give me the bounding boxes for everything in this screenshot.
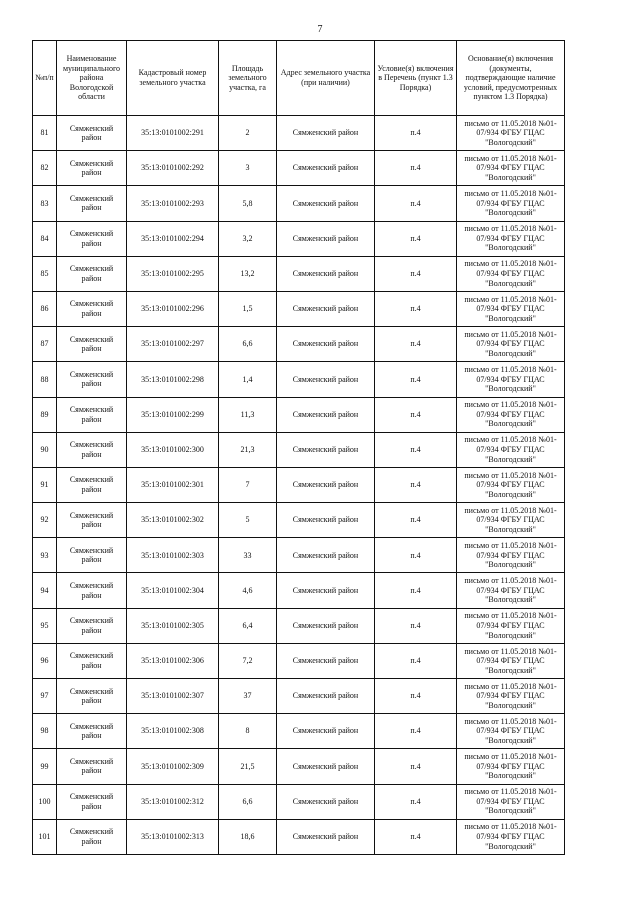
cell-address: Сямженский район [277,749,375,784]
cell-cadastral-number: 35:13:0101002:299 [127,397,219,432]
cell-cadastral-number: 35:13:0101002:292 [127,151,219,186]
cell-district: Сямженский район [57,327,127,362]
cell-district: Сямженский район [57,116,127,151]
cell-row-number: 91 [33,467,57,502]
cell-condition: п.4 [375,327,457,362]
cell-cadastral-number: 35:13:0101002:313 [127,819,219,854]
cell-district: Сямженский район [57,679,127,714]
cell-district: Сямженский район [57,151,127,186]
cell-basis: письмо от 11.05.2018 №01-07/934 ФГБУ ГЦАС "Вологодский" [457,784,565,819]
cell-condition: п.4 [375,186,457,221]
cell-area: 3,2 [219,221,277,256]
cell-area: 13,2 [219,256,277,291]
cell-basis: письмо от 11.05.2018 №01-07/934 ФГБУ ГЦАС "Вологодский" [457,256,565,291]
cell-basis: письмо от 11.05.2018 №01-07/934 ФГБУ ГЦАС "Вологодский" [457,643,565,678]
cell-basis: письмо от 11.05.2018 №01-07/934 ФГБУ ГЦАС "Вологодский" [457,432,565,467]
cell-area: 1,5 [219,291,277,326]
cell-condition: п.4 [375,116,457,151]
cell-cadastral-number: 35:13:0101002:297 [127,327,219,362]
cell-district: Сямженский район [57,256,127,291]
cell-district: Сямженский район [57,749,127,784]
cell-district: Сямженский район [57,432,127,467]
cell-cadastral-number: 35:13:0101002:296 [127,291,219,326]
cell-basis: письмо от 11.05.2018 №01-07/934 ФГБУ ГЦАС "Вологодский" [457,327,565,362]
table-row [33,397,565,432]
cell-area: 7 [219,467,277,502]
header-address: Адрес земельного участка (при наличии) [277,41,375,116]
cell-condition: п.4 [375,221,457,256]
cell-area: 5,8 [219,186,277,221]
table-row [33,784,565,819]
cell-cadastral-number: 35:13:0101002:312 [127,784,219,819]
table-row [33,221,565,256]
cell-area: 33 [219,538,277,573]
cell-condition: п.4 [375,749,457,784]
table-body [33,116,565,855]
cell-district: Сямженский район [57,362,127,397]
cell-district: Сямженский район [57,784,127,819]
cell-address: Сямженский район [277,714,375,749]
cell-area: 21,5 [219,749,277,784]
cell-address: Сямженский район [277,186,375,221]
cell-condition: п.4 [375,467,457,502]
cell-cadastral-number: 35:13:0101002:293 [127,186,219,221]
cell-row-number: 83 [33,186,57,221]
cell-cadastral-number: 35:13:0101002:305 [127,608,219,643]
cell-condition: п.4 [375,784,457,819]
cell-basis: письмо от 11.05.2018 №01-07/934 ФГБУ ГЦАС "Вологодский" [457,186,565,221]
header-row-number: №п/п [33,41,57,116]
cell-district: Сямженский район [57,221,127,256]
cell-district: Сямженский район [57,643,127,678]
table-row [33,679,565,714]
table-row [33,327,565,362]
cell-basis: письмо от 11.05.2018 №01-07/934 ФГБУ ГЦАС "Вологодский" [457,467,565,502]
header-row [33,41,565,116]
cell-row-number: 99 [33,749,57,784]
cell-row-number: 98 [33,714,57,749]
cell-basis: письмо от 11.05.2018 №01-07/934 ФГБУ ГЦАС "Вологодский" [457,291,565,326]
table-row [33,538,565,573]
cell-area: 6,6 [219,784,277,819]
cell-condition: п.4 [375,432,457,467]
cell-basis: письмо от 11.05.2018 №01-07/934 ФГБУ ГЦАС "Вологодский" [457,503,565,538]
cell-condition: п.4 [375,538,457,573]
table-row [33,432,565,467]
cell-address: Сямженский район [277,467,375,502]
table-row [33,608,565,643]
cell-district: Сямженский район [57,186,127,221]
cell-address: Сямженский район [277,538,375,573]
cell-condition: п.4 [375,256,457,291]
cell-district: Сямженский район [57,608,127,643]
cell-address: Сямженский район [277,151,375,186]
table-row [33,819,565,854]
cell-address: Сямженский район [277,362,375,397]
cell-address: Сямженский район [277,116,375,151]
cell-area: 4,6 [219,573,277,608]
cell-district: Сямженский район [57,538,127,573]
cell-basis: письмо от 11.05.2018 №01-07/934 ФГБУ ГЦАС "Вологодский" [457,679,565,714]
cell-area: 1,4 [219,362,277,397]
cell-basis: письмо от 11.05.2018 №01-07/934 ФГБУ ГЦАС "Вологодский" [457,221,565,256]
land-plots-table [32,40,565,855]
cell-cadastral-number: 35:13:0101002:308 [127,714,219,749]
cell-condition: п.4 [375,714,457,749]
header-condition: Условие(я) включения в Перечень (пункт 1.3 Порядка) [375,41,457,116]
cell-address: Сямженский район [277,573,375,608]
cell-row-number: 93 [33,538,57,573]
cell-cadastral-number: 35:13:0101002:294 [127,221,219,256]
table-row [33,467,565,502]
table-row [33,186,565,221]
cell-row-number: 90 [33,432,57,467]
table-row [33,573,565,608]
table-row [33,714,565,749]
cell-cadastral-number: 35:13:0101002:306 [127,643,219,678]
cell-basis: письмо от 11.05.2018 №01-07/934 ФГБУ ГЦАС "Вологодский" [457,116,565,151]
cell-basis: письмо от 11.05.2018 №01-07/934 ФГБУ ГЦАС "Вологодский" [457,819,565,854]
table-row [33,503,565,538]
cell-cadastral-number: 35:13:0101002:307 [127,679,219,714]
cell-area: 3 [219,151,277,186]
header-basis: Основание(я) включения (документы, подтверждающие наличие условий, предусмотренных пунктом 1.3 Порядка) [457,41,565,116]
table-row [33,151,565,186]
cell-condition: п.4 [375,679,457,714]
cell-area: 6,4 [219,608,277,643]
page-number: 7 [317,24,323,35]
cell-condition: п.4 [375,573,457,608]
cell-cadastral-number: 35:13:0101002:295 [127,256,219,291]
cell-cadastral-number: 35:13:0101002:309 [127,749,219,784]
cell-row-number: 101 [33,819,57,854]
table-row [33,749,565,784]
cell-district: Сямженский район [57,573,127,608]
cell-district: Сямженский район [57,397,127,432]
cell-cadastral-number: 35:13:0101002:301 [127,467,219,502]
cell-area: 2 [219,116,277,151]
table-row [33,291,565,326]
cell-basis: письмо от 11.05.2018 №01-07/934 ФГБУ ГЦАС "Вологодский" [457,151,565,186]
cell-address: Сямженский район [277,784,375,819]
cell-basis: письмо от 11.05.2018 №01-07/934 ФГБУ ГЦАС "Вологодский" [457,749,565,784]
cell-condition: п.4 [375,291,457,326]
cell-cadastral-number: 35:13:0101002:304 [127,573,219,608]
cell-address: Сямженский район [277,608,375,643]
cell-condition: п.4 [375,608,457,643]
cell-address: Сямженский район [277,643,375,678]
cell-row-number: 92 [33,503,57,538]
cell-row-number: 86 [33,291,57,326]
cell-area: 37 [219,679,277,714]
cell-address: Сямженский район [277,503,375,538]
cell-address: Сямженский район [277,291,375,326]
cell-basis: письмо от 11.05.2018 №01-07/934 ФГБУ ГЦАС "Вологодский" [457,362,565,397]
cell-row-number: 96 [33,643,57,678]
cell-address: Сямженский район [277,397,375,432]
cell-condition: п.4 [375,643,457,678]
cell-basis: письмо от 11.05.2018 №01-07/934 ФГБУ ГЦАС "Вологодский" [457,573,565,608]
cell-row-number: 87 [33,327,57,362]
cell-condition: п.4 [375,151,457,186]
cell-row-number: 85 [33,256,57,291]
cell-address: Сямженский район [277,819,375,854]
cell-condition: п.4 [375,819,457,854]
table-row [33,256,565,291]
cell-cadastral-number: 35:13:0101002:302 [127,503,219,538]
cell-area: 5 [219,503,277,538]
cell-address: Сямженский район [277,432,375,467]
cell-area: 7,2 [219,643,277,678]
cell-row-number: 81 [33,116,57,151]
table-header [33,41,565,116]
cell-district: Сямженский район [57,467,127,502]
header-area: Площадь земельного участка, га [219,41,277,116]
cell-row-number: 95 [33,608,57,643]
cell-row-number: 94 [33,573,57,608]
cell-basis: письмо от 11.05.2018 №01-07/934 ФГБУ ГЦАС "Вологодский" [457,714,565,749]
cell-area: 8 [219,714,277,749]
header-cadastral-number: Кадастровый номер земельного участка [127,41,219,116]
cell-address: Сямженский район [277,679,375,714]
table-row [33,116,565,151]
cell-cadastral-number: 35:13:0101002:303 [127,538,219,573]
cell-basis: письмо от 11.05.2018 №01-07/934 ФГБУ ГЦАС "Вологодский" [457,538,565,573]
cell-basis: письмо от 11.05.2018 №01-07/934 ФГБУ ГЦАС "Вологодский" [457,397,565,432]
cell-row-number: 88 [33,362,57,397]
cell-address: Сямженский район [277,327,375,362]
cell-row-number: 97 [33,679,57,714]
cell-condition: п.4 [375,503,457,538]
table-row [33,643,565,678]
cell-cadastral-number: 35:13:0101002:291 [127,116,219,151]
cell-cadastral-number: 35:13:0101002:298 [127,362,219,397]
cell-area: 21,3 [219,432,277,467]
cell-address: Сямженский район [277,256,375,291]
header-district: Наименование муниципального района Вологодской области [57,41,127,116]
cell-district: Сямженский район [57,714,127,749]
cell-area: 18,6 [219,819,277,854]
cell-area: 6,6 [219,327,277,362]
cell-row-number: 82 [33,151,57,186]
cell-area: 11,3 [219,397,277,432]
cell-condition: п.4 [375,362,457,397]
cell-row-number: 89 [33,397,57,432]
cell-condition: п.4 [375,397,457,432]
cell-row-number: 100 [33,784,57,819]
table-row [33,362,565,397]
cell-district: Сямженский район [57,503,127,538]
cell-cadastral-number: 35:13:0101002:300 [127,432,219,467]
cell-basis: письмо от 11.05.2018 №01-07/934 ФГБУ ГЦАС "Вологодский" [457,608,565,643]
cell-district: Сямженский район [57,291,127,326]
cell-district: Сямженский район [57,819,127,854]
cell-row-number: 84 [33,221,57,256]
cell-address: Сямженский район [277,221,375,256]
